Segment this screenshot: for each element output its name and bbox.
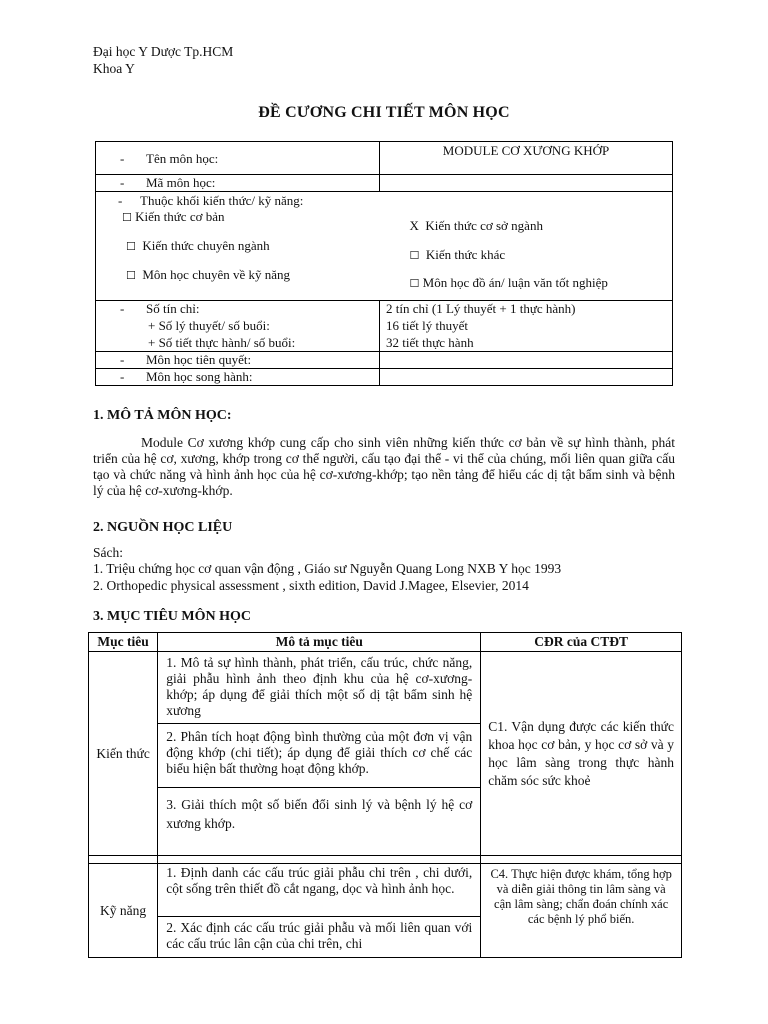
column-header: Mô tả mục tiêu — [158, 633, 481, 652]
option-skill-course: ☐ Môn học chuyên về kỹ năng — [126, 267, 291, 282]
practice-value: 32 tiết thực hành — [380, 335, 673, 352]
page-title: ĐỀ CƯƠNG CHI TIẾT MÔN HỌC — [258, 104, 510, 121]
objective-description: 2. Xác định các cấu trúc giải phẫu và mối liên quan với các cấu trúc lân cận của chi trên, chi — [158, 917, 481, 958]
checked-mark: X — [409, 218, 419, 233]
option-basic-knowledge: ☐ Kiến thức cơ bản — [122, 209, 225, 224]
objective-description: 1. Định danh các cấu trúc giải phẫu chi trên , chi dưới, cột sống trên thiết đồ cắt ngang, dọc và hình ảnh học. — [158, 864, 481, 917]
checkbox-icon: ☐ — [122, 211, 132, 224]
objectives-table — [88, 632, 682, 958]
checkbox-icon: ☐ — [409, 277, 420, 290]
course-name-label: Tên môn học: — [146, 150, 219, 166]
checkbox-icon: ☐ — [126, 269, 136, 282]
prerequisite-label: Môn học tiên quyết: — [146, 352, 252, 367]
section-objectives-heading: 3. MỤC TIÊU MÔN HỌC — [93, 609, 252, 624]
program-outcome: C4. Thực hiện được khám, tổng hợp và diễn giải thông tin lâm sàng và cận lâm sàng; chẩn đoán chính xác các bệnh lý phổ biến. — [481, 864, 682, 958]
university-name: Đại học Y Dược Tp.HCM — [93, 44, 234, 59]
course-name-value: MODULE CƠ XƯƠNG KHỚP — [380, 142, 673, 175]
section-description-heading: 1. MÔ TẢ MÔN HỌC: — [93, 408, 232, 423]
column-header: CĐR của CTĐT — [481, 633, 682, 652]
course-code-value — [380, 175, 673, 192]
parallel-course-value — [380, 369, 673, 386]
books-label: Sách: — [93, 545, 123, 560]
column-header: Mục tiêu — [89, 633, 158, 652]
book-item: 1. Triệu chứng học cơ quan vận động , Giáo sư Nguyễn Quang Long NXB Y học 1993 — [93, 561, 562, 576]
program-outcome: C1. Vận dụng được các kiến thức khoa học cơ bản, y học cơ sở và y học lâm sàng trong thực hành chăm sóc sức khoẻ — [481, 652, 682, 856]
theory-label: + Số lý thuyết/ số buổi: — [96, 318, 380, 335]
theory-value: 16 tiết lý thuyết — [380, 318, 673, 335]
section-resources-heading: 2. NGUỒN HỌC LIỆU — [93, 520, 233, 535]
course-info-table: - Tên môn học: MODULE CƠ XƯƠNG KHỚP - Mã môn học: - Thuộc khối kiến thức/ kỹ năng: ☐ Kiến thức cơ bản ☐ Kiến thức chuyên ngành ☐ Môn học chuyên về kỹ năng X Kiến thức cơ sở ngành ☐ Kiến thức khác ☐ Môn học đồ án/ luận văn tốt nghiệp - Số tín chỉ: 2 tín chỉ (1 Lý thuyết + 1 thực hành) + Số lý thuyết/ số buổi: 16 tiết lý thuyết + Số tiết thực hành/ số buổi: 32 tiết thực hành - Môn học tiên quyết: - Môn học song hành: — [95, 141, 673, 386]
option-other-knowledge: ☐ Kiến thức khác — [409, 247, 506, 262]
prerequisite-value — [380, 352, 673, 369]
option-specialized-knowledge: ☐ Kiến thức chuyên ngành — [126, 238, 270, 253]
objective-description: 3. Giải thích một số biến đổi sinh lý và bệnh lý hệ cơ xương khớp. — [158, 788, 481, 856]
faculty-name: Khoa Y — [93, 61, 135, 76]
practice-label: + Số tiết thực hành/ số buổi: — [96, 335, 380, 352]
option-foundation-knowledge: X Kiến thức cơ sở ngành — [409, 218, 543, 233]
parallel-course-label: Môn học song hành: — [146, 369, 253, 384]
knowledge-block-label: Thuộc khối kiến thức/ kỹ năng: — [140, 193, 304, 208]
option-thesis-course: ☐ Môn học đồ án/ luận văn tốt nghiệp — [409, 275, 608, 290]
section-description-text: Module Cơ xương khớp cung cấp cho sinh viên những kiến thức cơ bản về sự hình thành, phát triển của hệ cơ, xương, khớp trong cơ thể người, cấu tạo đại thể - vi thể của chúng, mối liên quan giữa cấu tạo và chức năng và hình ảnh học của hệ cơ-xương-khớp; tạo nền tảng để hiểu các dị tật bẩm sinh và bệnh lý của hệ cơ-xương-khớp. — [93, 435, 675, 498]
objective-category: Kỹ năng — [89, 864, 158, 958]
credits-label: Số tín chỉ: — [146, 301, 200, 316]
objective-category: Kiến thức — [89, 652, 158, 856]
book-item: 2. Orthopedic physical assessment , sixth edition, David J.Magee, Elsevier, 2014 — [93, 578, 529, 593]
credits-value: 2 tín chỉ (1 Lý thuyết + 1 thực hành) — [380, 301, 673, 318]
checkbox-icon: ☐ — [126, 240, 136, 253]
checkbox-icon: ☐ — [409, 249, 420, 262]
course-code-label: Mã môn học: — [146, 175, 216, 190]
objective-description: 2. Phân tích hoạt động bình thường của một đơn vị vận động khớp (chi tiết); áp dụng để giải thích cơ chế các biểu hiện bất thường hoạt động khớp. — [158, 724, 481, 788]
objective-description: 1. Mô tả sự hình thành, phát triển, cấu trúc, chức năng, giải phẫu hình ảnh theo định khu của hệ cơ-xương-khớp; áp dụng để giải thích một số dị tật bẩm sinh hệ xương — [158, 652, 481, 724]
